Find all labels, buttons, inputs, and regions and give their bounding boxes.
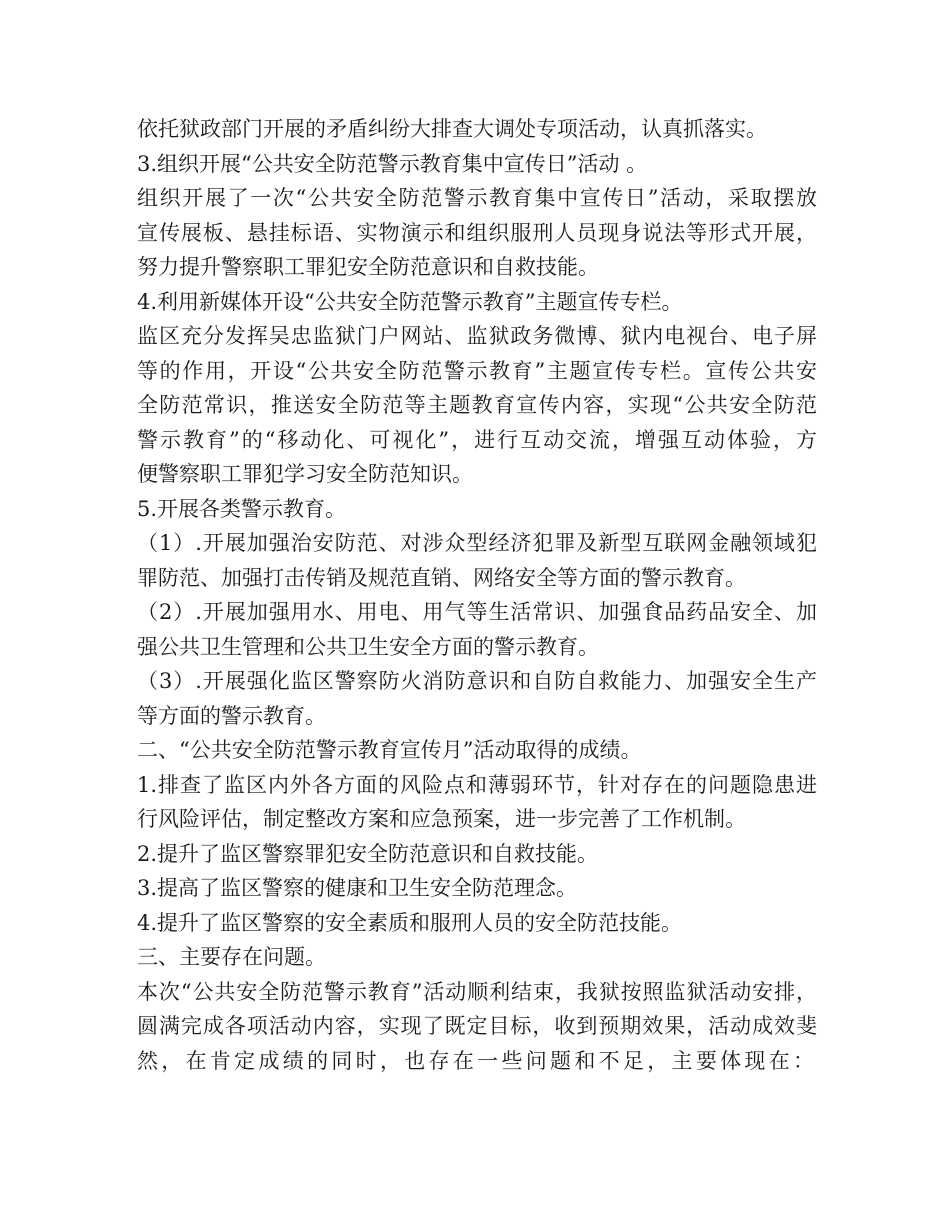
list-item-line: （2）.开展加强用水、用电、用气等生活常识、加强食品药品安全、加: [137, 600, 817, 624]
paragraph-line: 圆满完成各项活动内容，实现了既定目标，收到预期效果，活动成效斐: [137, 1014, 817, 1038]
list-item-line: 等方面的警示教育。: [137, 703, 326, 728]
paragraph-line: 警示教育”的“移动化、可视化”，进行互动交流，增强互动体验，方: [137, 427, 817, 452]
paragraph-line: 监区充分发挥吴忠监狱门户网站、监狱政务微博、狱内电视台、电子屏: [137, 324, 817, 348]
list-item-line: （1）.开展加强治安防范、对涉众型经济犯罪及新型互联网金融领域犯: [137, 531, 817, 555]
section-heading: 三、主要存在问题。: [137, 945, 326, 969]
paragraph-line: 便警察职工罪犯学习安全防范知识。: [137, 462, 473, 486]
document-body: [137, 112, 817, 1078]
list-item-line: 3.提高了监区警察的健康和卫生安全防范理念。: [137, 876, 578, 900]
list-item-line: 4.提升了监区警察的安全素质和服刑人员的安全防范技能。: [137, 910, 683, 935]
paragraph-line: 宣传展板、悬挂标语、实物演示和组织服刑人员现身说法等形式开展，: [137, 220, 817, 245]
paragraph-line: 努力提升警察职工罪犯安全防范意识和自救技能。: [137, 255, 599, 279]
section-heading: 5.开展各类警示教育。: [137, 496, 347, 521]
list-item-line: 行风险评估，制定整改方案和应急预案，进一步完善了工作机制。: [137, 807, 746, 831]
list-item-line: 2.提升了监区警察罪犯安全防范意识和自救技能。: [137, 841, 599, 866]
section-heading: 3.组织开展“公共安全防范警示教育集中宣传日”活动 。: [137, 151, 648, 176]
section-heading: 4.利用新媒体开设“公共安全防范警示教育”主题宣传专栏。: [137, 289, 683, 314]
section-heading: 二、“公共安全防范警示教育宣传月”活动取得的成绩。: [137, 738, 642, 762]
paragraph-line: 本次“公共安全防范警示教育”活动顺利结束，我狱按照监狱活动安排，: [137, 979, 817, 1004]
paragraph-line: 等的作用，开设“公共安全防范警示教育”主题宣传专栏。宣传公共安: [137, 358, 817, 383]
list-item-line: （3）.开展强化监区警察防火消防意识和自防自救能力、加强安全生产: [137, 669, 817, 693]
paragraph-line: 组织开展了一次“公共安全防范警示教育集中宣传日”活动，采取摆放: [137, 186, 817, 210]
paragraph-line: 然，在肯定成绩的同时，也存在一些问题和不足，主要体现在：: [137, 1048, 817, 1073]
paragraph-line: 全防范常识，推送安全防范等主题教育宣传内容，实现“公共安全防范: [137, 393, 817, 417]
list-item-line: 罪防范、加强打击传销及规范直销、网络安全等方面的警示教育。: [137, 565, 746, 590]
list-item-line: 1.排查了监区内外各方面的风险点和薄弱环节，针对存在的问题隐患进: [137, 772, 817, 797]
paragraph-line: 依托狱政部门开展的矛盾纠纷大排查大调处专项活动，认真抓落实。: [137, 117, 767, 141]
list-item-line: 强公共卫生管理和公共卫生安全方面的警示教育。: [137, 634, 599, 659]
